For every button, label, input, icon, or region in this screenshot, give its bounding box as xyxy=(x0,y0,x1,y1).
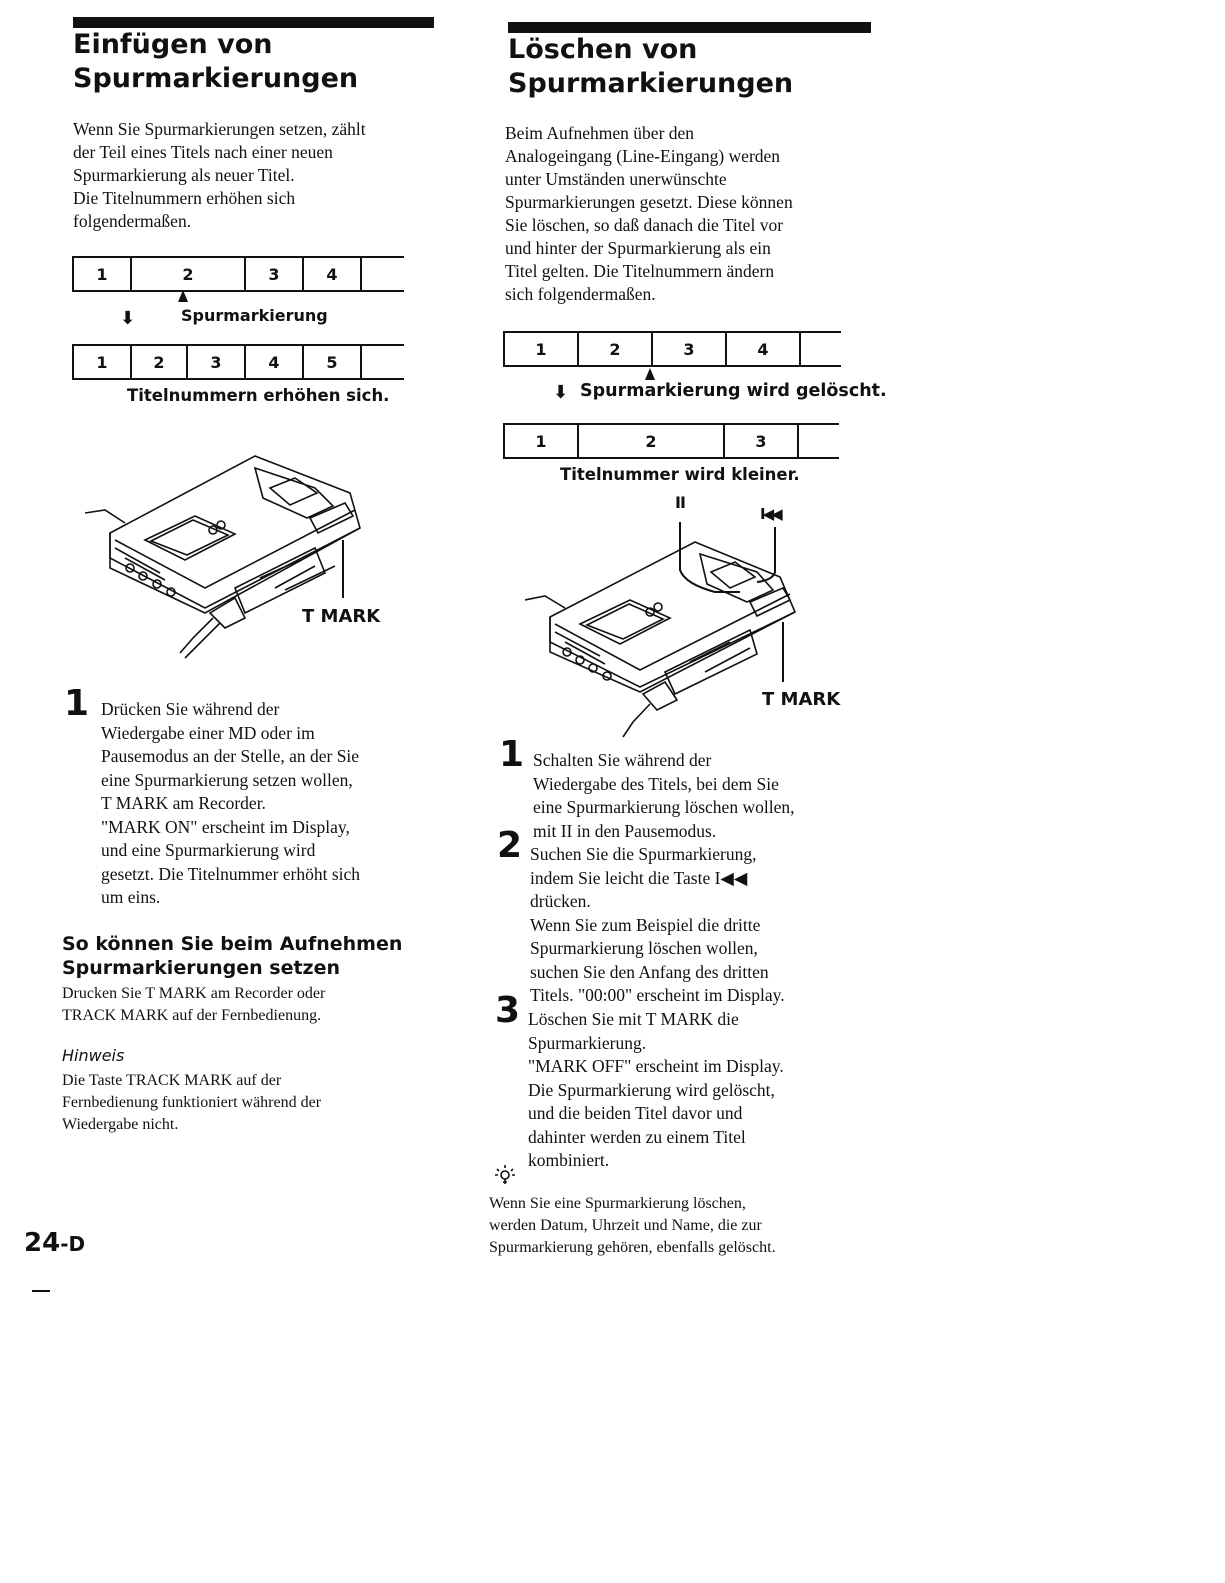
step-line: drücken. xyxy=(530,891,591,911)
track-open-end xyxy=(360,344,404,380)
right-intro xyxy=(505,122,885,306)
track-open-end xyxy=(797,423,839,459)
tip-text xyxy=(489,1193,889,1259)
step-line: Titels. "00:00" erscheint im Display. xyxy=(530,985,785,1005)
page-footer-dash xyxy=(32,1290,50,1292)
left-sub-text xyxy=(62,983,442,1027)
right-heading xyxy=(508,33,793,101)
left-tmark-label: T MARK xyxy=(302,606,381,627)
track-cell: 4 xyxy=(244,344,302,380)
page-number-suffix: -D xyxy=(60,1232,86,1256)
right-step2-text xyxy=(530,843,880,1008)
step-line: T MARK am Recorder. xyxy=(101,793,266,813)
step-line: eine Spurmarkierung löschen wollen, xyxy=(533,797,795,817)
left-step1-text xyxy=(101,698,441,910)
right-intro-line: Analogeingang (Line-Eingang) werden xyxy=(505,146,781,166)
right-step1-number: 1 xyxy=(499,734,525,775)
step-line: dahinter werden zu einem Titel xyxy=(528,1126,746,1147)
right-intro-line: und hinter der Spurmarkierung als ein xyxy=(505,238,771,258)
track-cell: 3 xyxy=(186,344,244,380)
track-cell: 3 xyxy=(723,423,797,459)
left-intro xyxy=(73,118,453,233)
track-cell: 1 xyxy=(72,344,130,380)
track-cell: 2 xyxy=(130,256,244,292)
step-line: Wiedergabe einer MD oder im xyxy=(101,722,315,743)
step-line: und eine Spurmarkierung wird xyxy=(101,840,316,860)
track-cell: 2 xyxy=(577,423,723,459)
left-diagram-caption: Titelnummern erhöhen sich. xyxy=(127,386,390,405)
left-intro-line: der Teil eines Titels nach einer neuen xyxy=(73,142,333,162)
right-intro-line: Sie löschen, so daß danach die Titel vor xyxy=(505,215,784,235)
step-line: Die Spurmarkierung wird gelöscht, xyxy=(528,1079,775,1100)
left-heading-rule xyxy=(73,17,434,28)
subheading-line1: So können Sie beim Aufnehmen xyxy=(62,933,403,955)
up-triangle-icon xyxy=(178,290,188,302)
step-line: gesetzt. Die Titelnummer erhöht sich xyxy=(101,863,361,884)
left-track-row-before xyxy=(72,256,404,292)
track-cell: 2 xyxy=(577,331,651,367)
left-heading-line2: Spurmarkierungen xyxy=(73,63,359,94)
right-marker-label: Spurmarkierung wird gelöscht. xyxy=(580,381,887,401)
step-line: Schalten Sie während der xyxy=(533,750,712,770)
left-intro-line: Die Titelnummern erhöhen sich xyxy=(73,188,296,208)
step-line: kombiniert. xyxy=(528,1150,610,1170)
right-track-row-before xyxy=(503,331,841,367)
step-line: "MARK OFF" erscheint im Display. xyxy=(528,1056,784,1076)
down-arrow-icon: ⬇ xyxy=(553,382,569,403)
step-line: Spurmarkierung löschen wollen, xyxy=(530,938,758,958)
step-line: und die beiden Titel davor und xyxy=(528,1103,743,1123)
right-heading-rule xyxy=(508,22,871,33)
prev-button-symbol: I◀◀ xyxy=(760,505,780,523)
subheading-line2: Spurmarkierungen setzen xyxy=(62,957,341,979)
step-line: Wenn Sie zum Beispiel die dritte xyxy=(530,914,761,935)
left-heading-line1: Einfügen von xyxy=(73,29,273,60)
right-heading-line1: Löschen von xyxy=(508,34,698,65)
step-line: Drücken Sie während der xyxy=(101,699,280,719)
step-line: um eins. xyxy=(101,887,161,907)
hint-text xyxy=(62,1070,442,1136)
track-cell: 5 xyxy=(302,344,360,380)
left-step1-number: 1 xyxy=(64,683,90,724)
right-heading-line2: Spurmarkierungen xyxy=(508,68,794,99)
track-cell: 4 xyxy=(302,256,360,292)
hint-line: Fernbedienung funktioniert während der xyxy=(62,1094,322,1111)
step-line: Pausemodus an der Stelle, an der Sie xyxy=(101,746,360,766)
right-tmark-label: T MARK xyxy=(762,689,841,710)
track-cell: 1 xyxy=(503,331,577,367)
page-number xyxy=(24,1228,85,1258)
pause-button-symbol: II xyxy=(675,493,685,512)
tip-line: Wenn Sie eine Spurmarkierung löschen, xyxy=(489,1195,746,1212)
right-track-row-after xyxy=(503,423,839,459)
track-cell: 3 xyxy=(651,331,725,367)
track-open-end xyxy=(799,331,841,367)
step-line: "MARK ON" erscheint im Display, xyxy=(101,816,350,837)
page-number-value: 24 xyxy=(24,1228,61,1258)
track-cell: 3 xyxy=(244,256,302,292)
right-intro-line: sich folgendermaßen. xyxy=(505,284,656,304)
hint-title: Hinweis xyxy=(62,1046,125,1065)
step-line: eine Spurmarkierung setzen wollen, xyxy=(101,769,353,790)
right-step3-number: 3 xyxy=(495,990,521,1031)
right-intro-line: unter Umständen unerwünschte xyxy=(505,169,727,189)
track-cell: 1 xyxy=(503,423,577,459)
left-intro-line: Wenn Sie Spurmarkierungen setzen, zählt xyxy=(73,119,366,139)
right-intro-line: Titel gelten. Die Titelnummern ändern xyxy=(505,261,775,281)
track-cell: 1 xyxy=(72,256,130,292)
step-line: indem Sie leicht die Taste I◀◀ xyxy=(530,867,748,888)
left-heading xyxy=(73,28,358,96)
right-step2-number: 2 xyxy=(497,825,523,866)
right-step3-text xyxy=(528,1008,878,1173)
tip-line: Spurmarkierung gehören, ebenfalls gelöscht. xyxy=(489,1239,776,1256)
lightbulb-tip-icon xyxy=(493,1163,517,1187)
left-marker-label: Spurmarkierung xyxy=(181,306,328,325)
step-line: Wiedergabe des Titels, bei dem Sie xyxy=(533,773,779,794)
step-line: Spurmarkierung. xyxy=(528,1032,647,1053)
down-arrow-icon: ⬇ xyxy=(120,308,136,329)
step-line: Löschen Sie mit T MARK die xyxy=(528,1009,739,1029)
hint-line: Die Taste TRACK MARK auf der xyxy=(62,1072,282,1089)
up-triangle-icon xyxy=(645,368,655,380)
left-track-row-after xyxy=(72,344,404,380)
left-intro-line: folgendermaßen. xyxy=(73,211,192,231)
right-step1-text xyxy=(533,749,883,843)
step-line: mit II in den Pausemodus. xyxy=(533,820,717,841)
step-line: Suchen Sie die Spurmarkierung, xyxy=(530,844,757,864)
right-intro-line: Spurmarkierungen gesetzt. Diese können xyxy=(505,192,793,212)
tip-line: werden Datum, Uhrzeit und Name, die zur xyxy=(489,1217,762,1234)
right-intro-line: Beim Aufnehmen über den xyxy=(505,123,695,143)
md-recorder-illustration xyxy=(85,448,395,663)
track-cell: 2 xyxy=(130,344,186,380)
left-subheading xyxy=(62,932,402,980)
track-cell: 4 xyxy=(725,331,799,367)
sub-text-line: TRACK MARK auf der Fernbedienung. xyxy=(62,1007,322,1024)
left-intro-line: Spurmarkierung als neuer Titel. xyxy=(73,165,295,185)
hint-line: Wiedergabe nicht. xyxy=(62,1116,179,1133)
step-line: suchen Sie den Anfang des dritten xyxy=(530,961,769,982)
track-open-end xyxy=(360,256,404,292)
sub-text-line: Drucken Sie T MARK am Recorder oder xyxy=(62,985,326,1002)
right-diagram-caption: Titelnummer wird kleiner. xyxy=(560,465,800,484)
